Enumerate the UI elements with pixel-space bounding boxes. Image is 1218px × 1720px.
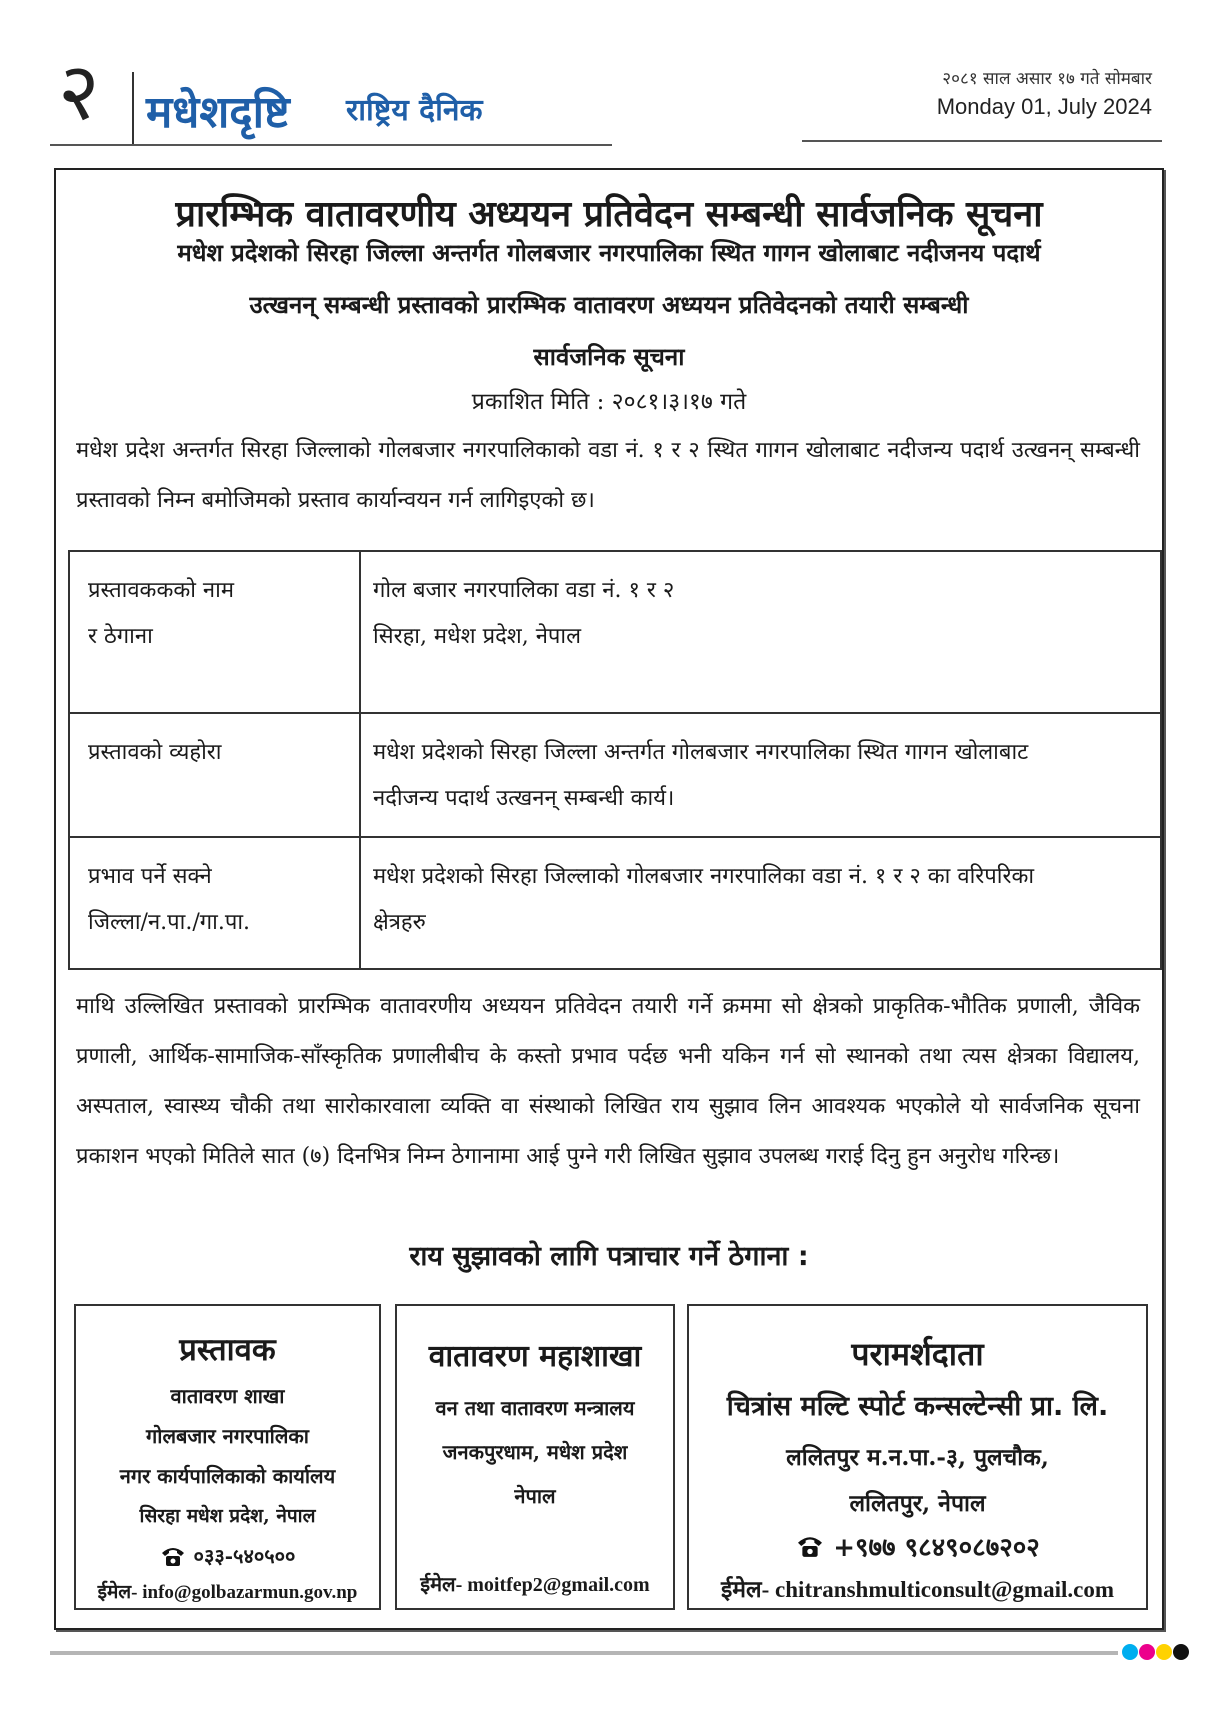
body-paragraph: माथि उल्लिखित प्रस्तावको प्रारम्भिक वातावरणीय अध्ययन प्रतिवेदन तयारी गर्ने क्रममा सो क्षेत्रको प्राकृतिक-भौतिक प्रणाली, जैविक प्रणाली, आर्थिक-सामाजिक-साँस्कृतिक प्रणालीबीच के कस्तो प्रभाव पर्दछ भनी यकिन गर्न सो स्थानको तथा त्यस क्षेत्रका विद्यालय, अस्पताल, स्वास्थ्य चौकी तथा सारोकारवाला व्यक्ति वा संस्थाको लिखित राय सुझाव लिन आवश्यक भएकोले यो सार्वजनिक सूचना प्रकाशन भएको मितिले सात (७) दिनभित्र निम्न ठेगानामा आई पुग्ने गरी लिखित सुझाव उपलब्ध गराई दिनु हुन अनुरोध गरिन्छ।	[76, 994, 1140, 1169]
telephone-icon	[160, 1545, 186, 1567]
table-label-line: जिल्ला/न.पा./गा.पा.	[88, 910, 251, 935]
table-label-cell	[69, 713, 360, 837]
environment-heading: वातावरण महाशाखा	[428, 1339, 642, 1374]
table-value-line: क्षेत्रहरु	[373, 910, 426, 935]
date-english: Monday 01, July 2024	[936, 94, 1152, 119]
proposer-line: वातावरण शाखा	[170, 1384, 285, 1408]
registration-marks	[1122, 1644, 1189, 1660]
masthead-divider	[132, 72, 134, 144]
masthead-rule-left	[50, 144, 612, 146]
telephone-icon	[795, 1534, 825, 1558]
table-label-line: प्रस्तावककको नाम	[88, 578, 234, 603]
environment-line: वन तथा वातावरण मन्त्रालय	[435, 1396, 635, 1420]
table-label-line: र ठेगाना	[88, 624, 153, 649]
newspaper-tagline: राष्ट्रिय दैनिक	[346, 93, 483, 128]
table-value-line: गोल बजार नगरपालिका वडा नं. १ र २	[373, 578, 675, 603]
public-notice	[54, 168, 1164, 1630]
masthead-rule-right	[802, 140, 1162, 142]
registration-dot	[1139, 1644, 1155, 1660]
proposer-phone	[76, 1542, 379, 1572]
date-nepali: २०८१ साल असार १७ गते सोमबार	[942, 69, 1152, 89]
environment-line: जनकपुरधाम, मधेश प्रदेश	[442, 1440, 628, 1464]
table-value-line: नदीजन्य पदार्थ उत्खनन् सम्बन्धी कार्य।	[373, 786, 675, 811]
footer-rule	[50, 1651, 1118, 1655]
notice-subtitle-line: उत्खनन् सम्बन्धी प्रस्तावको प्रारम्भिक वातावरण अध्ययन प्रतिवेदनको तयारी सम्बन्धी	[249, 290, 969, 319]
consultant-email: ईमेल- chitranshmulticonsult@gmail.com	[721, 1577, 1114, 1602]
notice-title: प्रारम्भिक वातावरणीय अध्ययन प्रतिवेदन सम्बन्धी सार्वजनिक सूचना	[175, 194, 1043, 235]
table-value-cell	[360, 837, 1161, 969]
table-value-line: मधेश प्रदेशको सिरहा जिल्ला अन्तर्गत गोलबजार नगरपालिका स्थित गागन खोलाबाट	[373, 740, 1029, 765]
intro-paragraph: मधेश प्रदेश अन्तर्गत सिरहा जिल्लाको गोलबजार नगरपालिकाको वडा नं. १ र २ स्थित गागन खोलाबाट नदीजन्य पदार्थ उत्खनन् सम्बन्धी प्रस्तावको निम्न बमोजिमको प्रस्ताव कार्यान्वयन गर्न लागिइएको छ।	[76, 438, 1140, 513]
notice-subtitle-line: सार्वजनिक सूचना	[533, 342, 685, 371]
notice-subtitle-line: मधेश प्रदेशको सिरहा जिल्ला अन्तर्गत गोलबजार नगरपालिका स्थित गागन खोलाबाट नदीजनय पदार्थ	[177, 238, 1041, 267]
registration-dot	[1156, 1644, 1172, 1660]
table-label-line: प्रभाव पर्ने सक्ने	[88, 864, 212, 889]
registration-dot	[1122, 1644, 1138, 1660]
proposer-phone-number: ०३३-५४०५००	[193, 1544, 296, 1568]
page-number: २	[58, 45, 100, 138]
table-label-cell	[69, 551, 360, 713]
consultant-contact-box	[687, 1304, 1148, 1610]
consultant-line: ललितपुर, नेपाल	[849, 1490, 986, 1517]
address-heading: राय सुझावको लागि पत्राचार गर्ने ठेगाना :	[409, 1241, 809, 1272]
table-value-line: मधेश प्रदेशको सिरहा जिल्लाको गोलबजार नगरपालिका वडा नं. १ र २ का वरिपरिका	[373, 864, 1035, 889]
consultant-phone	[689, 1528, 1146, 1565]
newspaper-name: मधेशदृष्टि	[146, 87, 290, 138]
registration-dot	[1173, 1644, 1189, 1660]
table-row	[69, 837, 1161, 969]
table-value-cell	[360, 551, 1161, 713]
table-value-cell	[360, 713, 1161, 837]
environment-division-box	[395, 1304, 675, 1610]
proposal-info-table	[68, 550, 1162, 970]
table-label-line: प्रस्तावको व्यहोरा	[88, 740, 222, 765]
proposer-contact-box	[74, 1304, 381, 1610]
proposer-line: सिरहा मधेश प्रदेश, नेपाल	[139, 1505, 316, 1527]
table-label-cell	[69, 837, 360, 969]
table-row	[69, 713, 1161, 837]
consultant-company: चित्रांस मल्टि स्पोर्ट कन्सल्टेन्सी प्रा. लि.	[726, 1391, 1109, 1422]
consultant-phone-number: +९७७ ९८४९०८७२०२	[833, 1533, 1040, 1563]
environment-line: नेपाल	[514, 1484, 556, 1508]
proposer-email: ईमेल- info@golbazarmun.gov.np	[97, 1582, 358, 1603]
consultant-line: ललितपुर म.न.पा.-३, पुलचौक,	[786, 1444, 1049, 1471]
published-date: प्रकाशित मिति : २०८१।३।१७ गते	[471, 389, 747, 415]
table-value-line: सिरहा, मधेश प्रदेश, नेपाल	[373, 624, 582, 649]
consultant-heading: परामर्शदाता	[851, 1335, 984, 1373]
table-row	[69, 551, 1161, 713]
proposer-line: नगर कार्यपालिकाको कार्यालय	[119, 1464, 336, 1488]
environment-email: ईमेल- moitfep2@gmail.com	[420, 1574, 650, 1596]
proposer-line: गोलबजार नगरपालिका	[146, 1424, 309, 1448]
proposer-heading: प्रस्तावक	[179, 1332, 276, 1368]
